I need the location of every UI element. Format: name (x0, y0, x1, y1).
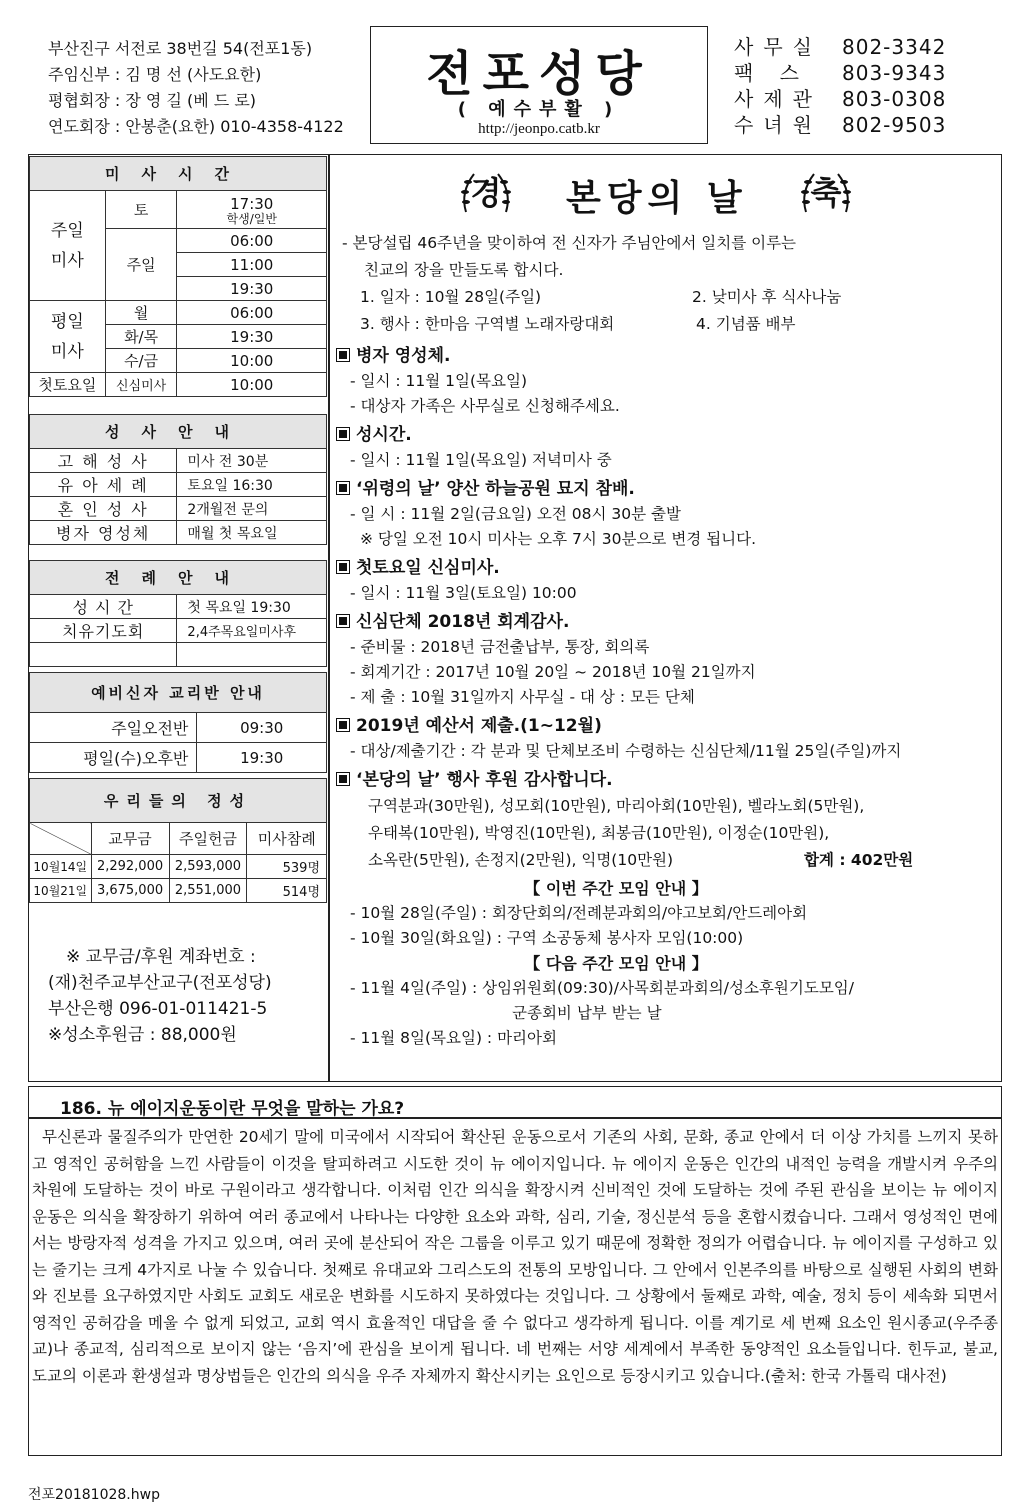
council-president: 평협회장 : 장 영 길 (베 드 로) (48, 91, 257, 110)
contact-office: 사무실 802-3342 (734, 35, 947, 59)
sacrament-confession: 고 해 성 사 (30, 449, 177, 473)
offering-corner (30, 823, 92, 855)
offering-col-sunday: 주일헌금 (169, 823, 247, 855)
sun-time-1: 06:00 (177, 229, 327, 253)
first-sat-time: 10:00 (177, 373, 327, 397)
next-week-title: 【 다음 주간 모임 안내 】 (524, 954, 708, 973)
badge-right: 축 (810, 174, 842, 212)
contact-fax: 팩 스 803-9343 (734, 61, 947, 85)
feast-heading (456, 164, 856, 224)
bullet-square-icon (336, 427, 350, 441)
offering-table (29, 778, 327, 903)
weekday-2-time: 19:30 (177, 325, 327, 349)
bullet-square-icon (336, 348, 350, 362)
offering-col-dues: 교무금 (91, 823, 169, 855)
feast-intro-1: - 본당설립 46주년을 맞이하여 전 신자가 주님안에서 일치를 이루는 (342, 234, 797, 252)
church-url[interactable]: http://jeonpo.catb.kr (478, 121, 600, 137)
catechumen-sunday-time: 09:30 (197, 713, 327, 743)
feast-points-1: 1. 일자 : 10월 28일(주일) 2. 낮미사 후 식사나눔 (360, 288, 842, 306)
notice-5: 신심단체 2018년 회계감사. - 준비물 : 2018년 금전출납부, 통장, 회의록 - 회계기간 : 2017년 10월 20일 ~ 2018년 10월 21일까지 - 제 출 : 10월 31일까지 사무실 - 대 상 : 모든 단체 (336, 610, 996, 710)
sun-time-3: 19:30 (177, 277, 327, 301)
pastor: 주임신부 : 김 명 선 (사도요한) (48, 65, 262, 84)
offering-row2-attendance: 514명 (247, 879, 327, 903)
catechumen-sunday: 주일오전반 (30, 713, 197, 743)
rite-empty (30, 643, 177, 667)
qa-title: 186. 뉴 에이지운동이란 무엇을 말하는 가요? (60, 1099, 405, 1119)
account-line-2: (재)천주교부산교구(전포성당) (48, 973, 272, 993)
next-week-line-2: 군종회비 납부 받는 날 (512, 1004, 662, 1022)
sun-label: 주일 (105, 229, 177, 301)
rite-title: 전례안내 (30, 561, 327, 595)
sacrament-sick: 병자 영성체 (30, 521, 177, 545)
account-info (48, 944, 272, 1048)
file-name: 전포20181028.hwp (28, 1487, 160, 1503)
contact-list (734, 34, 946, 138)
church-subtitle: ( 예수부활 ) (457, 99, 621, 120)
contact-rectory: 사제관 803-0308 (734, 87, 947, 111)
first-sat-label: 첫토요일 (30, 373, 106, 397)
rite-healing: 치유기도회 (30, 619, 177, 643)
weekday-1: 월 (105, 301, 177, 325)
next-week-line-3: - 11월 8일(목요일) : 마리아회 (350, 1029, 557, 1047)
rite-healing-time: 2,4주목요일미사후 (177, 619, 327, 643)
rite-table (29, 560, 327, 667)
weekday-3: 수/금 (105, 349, 177, 373)
sacrament-marriage-time: 2개월전 문의 (177, 497, 327, 521)
offering-title: 우리들의 정성 (30, 779, 327, 823)
rite-holy-hour: 성 시 간 (30, 595, 177, 619)
bullet-square-icon (336, 481, 350, 495)
this-week-line-2: - 10월 30일(화요일) : 구역 소공동체 봉사자 모임(10:00) (350, 929, 744, 947)
this-week-line-1: - 10월 28일(주일) : 회장단회의/전례분과회의/야고보회/안드레아회 (350, 904, 808, 922)
notice-7: ‘본당의 날’ 행사 후원 감사합니다. 구역분과(30만원), 성모회(10만원), 마리아회(10만원), 벨라노회(5만원), 우태복(10만원), 박영진(10만원), 최봉금(10만원), 이정순(10만원), 소옥란(5만원), 손정지(2만원), 익명(10만원) 합계 : 402만원 (336, 768, 996, 874)
sat-label: 토 (105, 191, 177, 229)
notice-2: 성시간. - 일시 : 11월 1일(목요일) 저녁미사 중 (336, 423, 996, 473)
notices (336, 344, 996, 1051)
bullet-square-icon (336, 772, 350, 786)
rite-holy-hour-time: 첫 목요일 19:30 (177, 595, 327, 619)
bullet-square-icon (336, 614, 350, 628)
sacrament-confession-time: 미사 전 30분 (177, 449, 327, 473)
catechumen-weekday: 평일(수)오후반 (30, 743, 197, 773)
catechumen-weekday-time: 19:30 (197, 743, 327, 773)
title-box (370, 26, 708, 144)
first-sat-kind: 신심미사 (105, 373, 177, 397)
weekday-mass-label: 평일 미사 (30, 301, 106, 373)
offering-row2-dues: 3,675,000 (91, 879, 169, 903)
feast-details (342, 230, 841, 338)
catechumen-title: 예비신자 교리반 안내 (30, 673, 327, 713)
offering-row1-attendance: 539명 (247, 855, 327, 879)
offering-col-attendance: 미사참례 (247, 823, 327, 855)
offering-row2-sunday: 2,551,000 (169, 879, 247, 903)
account-line-4: ※성소후원금 : 88,000원 (48, 1025, 237, 1045)
this-week-title: 【 이번 주간 모임 안내 】 (524, 879, 708, 898)
weekday-2: 화/목 (105, 325, 177, 349)
offering-row1-sunday: 2,593,000 (169, 855, 247, 879)
sat-time: 17:30 학생/일반 (177, 191, 327, 229)
qa-body: 무신론과 물질주의가 만연한 20세기 말에 미국에서 시작되어 확산된 운동으로서 기존의 사회, 문화, 종교 안에서 더 이상 가치를 느끼지 못하고 영적인 공허함을 느낀 사람들이 이것을 탈피하려고 시도한 것이 뉴 에이지입니다. 뉴 에이지 운동은 인간의 내적인 능력을 개발시켜 우주의 차원에 도달하는 것이 바로 구원이라고 생각합니다. 이처럼 인간 의식을 확장시켜 신비적인 것에 도달하는 것에 주된 관심을 보이는 뉴 에이지 운동은 의식을 확장하기 위하여 여러 종교에서 나타나는 다양한 요소와 과학, 심리, 기술, 정신분석 등을 혼합시켰습니다. 그래서 영성적인 면에서는 방랑자적 성격을 가지고 있으며, 여러 곳에 분산되어 작은 그룹을 이루고 있기 때문에 정확한 정의가 어렵습니다. 뉴 에이지를 구성하고 있는 줄기는 크게 4가지로 나눌 수 있습니다. 첫째로 유대교와 그리스도의 전통의 모방입니다. 그 안에서 인본주의를 바탕으로 실행된 사회의 변화와 진보를 요구하였지만 사회도 교회도 새로운 변화를 시도하지 못하였다는 것입니다. 그 상황에서 둘째로 과학, 예술, 정치 등이 세속화 되면서 영적인 공허감을 메울 수 없게 되었고, 교회 역시 효율적인 대답을 줄 수 없다고 생각하게 됩니다. 이를 계기로 세 번째 요소인 원시종교(우주종교)나 종교적, 심리적으로 보이지 않는 ‘음지’에 관심을 보이게 됩니다. 네 번째는 서양 세계에서 부족한 동양적인 요소들입니다. 힌두교, 불교, 도교의 이론과 환생설과 명상법들은 인간의 의식을 우주 자체까지 확산시키는 요인으로 등장시키고 있습니다.(출처: 한국 가톨릭 대사전) (32, 1128, 998, 1385)
address: 부산진구 서전로 38번길 54(전포1동) (48, 39, 313, 58)
donation-total: 합계 : 402만원 (804, 851, 914, 869)
sacrament-title: 성사안내 (30, 415, 327, 449)
mass-schedule (29, 156, 327, 397)
sun-time-2: 11:00 (177, 253, 327, 277)
elder-president: 연도회장 : 안봉춘(요한) 010-4358-4122 (48, 117, 344, 136)
feast-intro-2: 친교의 장을 만들도록 합시다. (364, 261, 564, 279)
offering-row1-dues: 2,292,000 (91, 855, 169, 879)
sacrament-table (29, 414, 327, 545)
notice-1: 병자 영성체. - 일시 : 11월 1일(목요일) - 대상자 가족은 사무실로 신청해주세요. (336, 344, 996, 419)
column-divider (328, 154, 330, 1082)
rite-empty-2 (177, 643, 327, 667)
offering-row2-date: 10월21일 (30, 879, 92, 903)
notice-4: 첫토요일 신심미사. - 일시 : 11월 3일(토요일) 10:00 (336, 556, 996, 606)
sacrament-sick-time: 매월 첫 목요일 (177, 521, 327, 545)
parish-info (48, 36, 344, 140)
feast-title: 본당의 날 (566, 178, 748, 219)
account-line-1: ※ 교무금/후원 계좌번호 : (66, 947, 256, 967)
church-name: 전포성당 (426, 46, 652, 102)
bullet-square-icon (336, 718, 350, 732)
weekday-1-time: 06:00 (177, 301, 327, 325)
mass-title: 미사시간 (30, 157, 327, 191)
notice-6: 2019년 예산서 제출.(1~12월) - 대상/제출기간 : 각 분과 및 단체보조비 수령하는 신심단체/11월 25일(주일)까지 (336, 714, 996, 764)
contact-convent: 수녀원 802-9503 (734, 113, 947, 137)
sacrament-baptism: 유 아 세 례 (30, 473, 177, 497)
badge-left: 경 (470, 174, 502, 212)
next-week-line-1: - 11월 4일(주일) : 상임위원회(09:30)/사목회분과회의/성소후원기도모임/ (350, 979, 854, 997)
offering-row1-date: 10월14일 (30, 855, 92, 879)
account-line-3: 부산은행 096-01-011421-5 (48, 999, 268, 1019)
sacrament-marriage: 혼 인 성 사 (30, 497, 177, 521)
sunday-mass-label: 주일 미사 (30, 191, 106, 301)
bullet-square-icon (336, 560, 350, 574)
weekday-3-time: 10:00 (177, 349, 327, 373)
sacrament-baptism-time: 토요일 16:30 (177, 473, 327, 497)
notice-3: ‘위령의 날’ 양산 하늘공원 묘지 참배. - 일 시 : 11월 2일(금요일) 오전 08시 30분 출발 ※ 당일 오전 10시 미사는 오후 7시 30분으로 변경 됩니다. (336, 477, 996, 552)
catechumen-table (29, 672, 327, 773)
feast-points-2: 3. 행사 : 한마음 구역별 노래자랑대회 4. 기념품 배부 (360, 315, 796, 333)
